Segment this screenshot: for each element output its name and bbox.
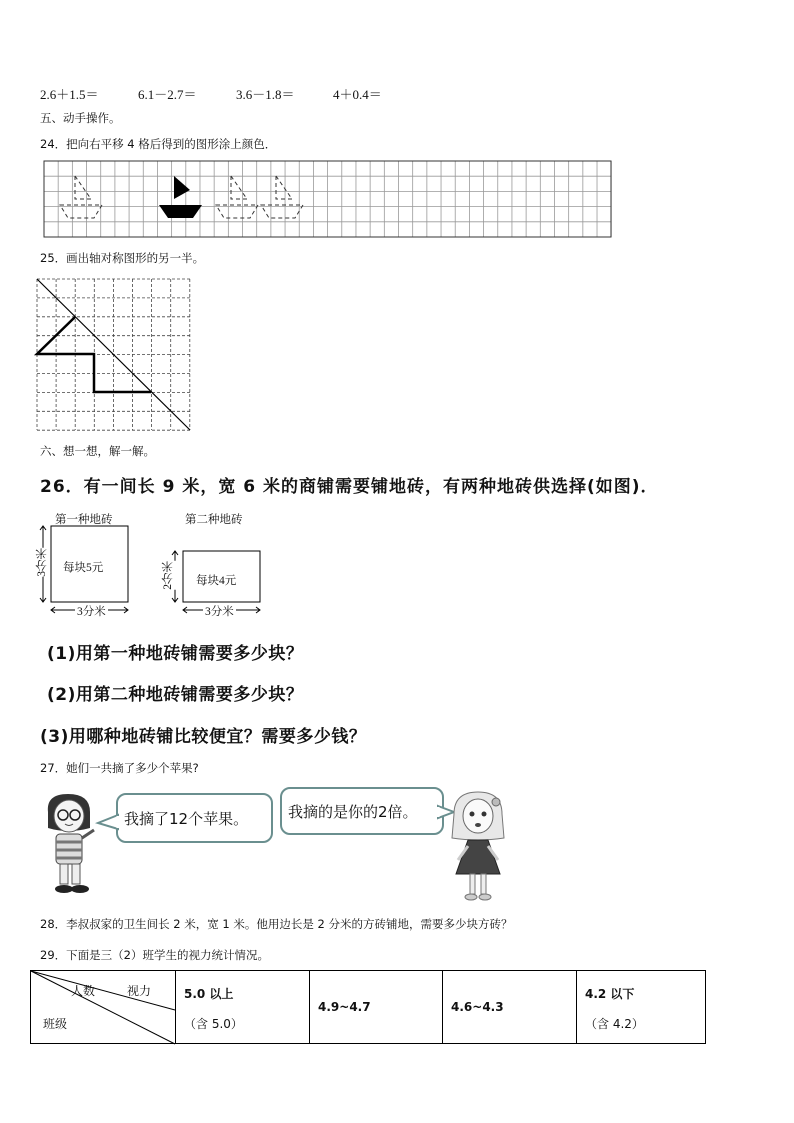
table-corner-cell [31, 971, 176, 1044]
arith-item: 4＋0.4＝ [333, 87, 382, 102]
question-29: 29．下面是三（2）班学生的视力统计情况。 [40, 948, 269, 962]
dashed-boat-shape [60, 176, 102, 218]
symmetry-grid [37, 279, 191, 431]
girl-in-dress-illustration [446, 790, 512, 902]
question-26-part2: (2)用第二种地砖铺需要多少块？ [47, 685, 304, 705]
solid-boat-shape [159, 176, 202, 218]
corner-people-label: 人数 [71, 984, 96, 998]
girl-with-glasses-illustration [38, 790, 108, 900]
tile2-price: 每块4元 [196, 575, 237, 587]
dashed-boat-shape [216, 176, 258, 218]
speech-bubble-2-text: 我摘的是你的2倍。 [288, 803, 418, 821]
translation-grid [44, 161, 612, 237]
tile1-title: 第一种地砖 [55, 514, 113, 526]
tile2-width-label: 3分米 [203, 603, 236, 619]
tile2-height-label: 2分米 [162, 561, 174, 590]
corner-class-label: 班级 [43, 1017, 68, 1031]
table-header-cell [176, 971, 310, 1044]
speech-bubble-1 [116, 793, 273, 843]
speech-bubble-1-text: 我摘了12个苹果。 [124, 810, 249, 828]
question-26-part1: (1)用第一种地砖铺需要多少块？ [47, 644, 304, 664]
question-24: 24．把向右平移 4 格后得到的图形涂上颜色． [40, 137, 277, 151]
tile2-title: 第二种地砖 [185, 514, 243, 526]
tile1-price: 每块5元 [63, 562, 104, 574]
speech-bubble-2 [280, 787, 444, 835]
table-header-cell [577, 971, 706, 1044]
question-28: 28．李叔叔家的卫生间长 2 米，宽 1 米。他用边长是 2 分米的方砖铺地，需要多少块方砖？ [40, 917, 513, 931]
question-27: 27．她们一共摘了多少个苹果? [40, 761, 199, 775]
column-label-line1: 4.2 以下 [585, 987, 635, 1001]
vision-table [30, 970, 706, 1044]
tile1-width-label: 3分米 [75, 603, 108, 619]
question-26: 26．有一间长 9 米，宽 6 米的商铺需要铺地砖，有两种地砖供选择(如图)． [40, 477, 659, 497]
speech-bubble-1-tail [98, 815, 120, 831]
column-label-line1: 4.9~4.7 [318, 1000, 371, 1014]
corner-vision-label: 视力 [127, 984, 152, 998]
section-heading-5: 五、动手操作。 [40, 111, 121, 125]
section-heading-6: 六、想一想，解一解。 [40, 444, 155, 458]
table-header-cell [443, 971, 577, 1044]
column-label-line2: （含 4.2） [585, 1017, 644, 1031]
arith-item: 2.6＋1.5＝ [40, 87, 99, 102]
table-header-cell [310, 971, 443, 1044]
question-25: 25．画出轴对称图形的另一半。 [40, 251, 205, 265]
arith-item: 6.1－2.7＝ [138, 87, 197, 102]
question-26-part3: (3)用哪种地砖铺比较便宜？需要多少钱？ [40, 727, 367, 747]
dashed-boat-shape [261, 176, 303, 218]
tile1-height-label: 3分米 [36, 548, 48, 577]
column-label-line1: 5.0 以上 [184, 987, 234, 1001]
column-label-line2: （含 5.0） [184, 1017, 243, 1031]
column-label-line1: 4.6~4.3 [451, 1000, 504, 1014]
arith-item: 3.6－1.8＝ [236, 87, 295, 102]
